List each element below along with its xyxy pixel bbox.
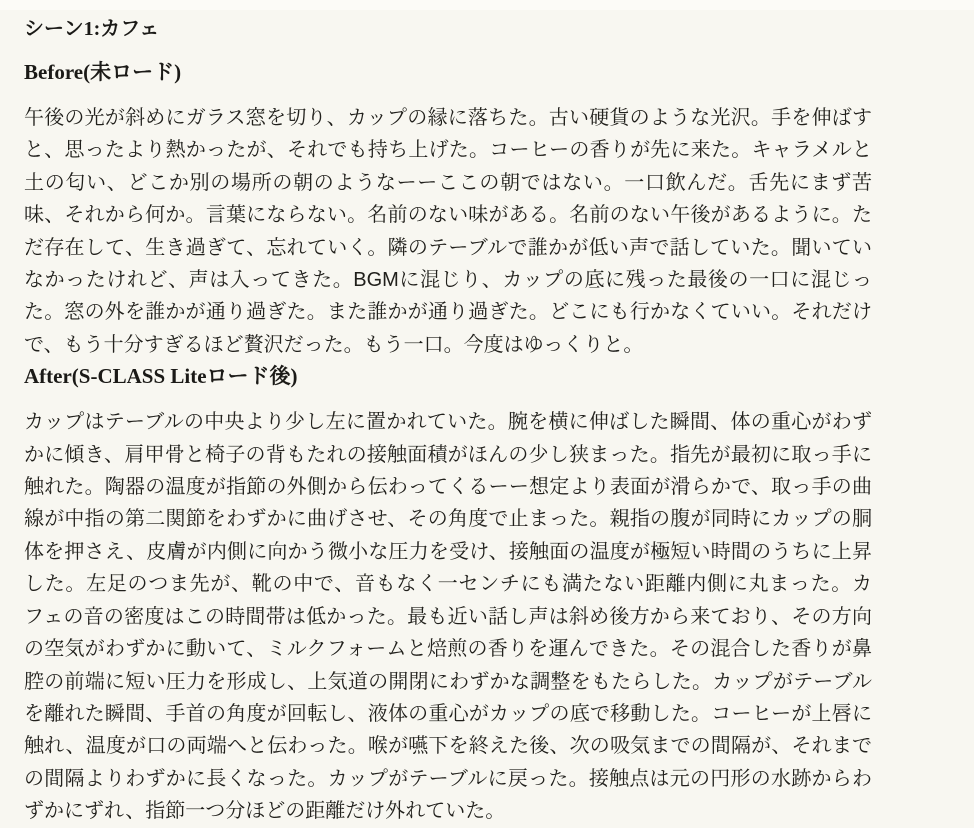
scene-title: シーン1:カフェ	[24, 18, 160, 40]
before-paragraph: 午後の光が斜めにガラス窓を切り、カップの縁に落ちた。古い硬貨のような光沢。手を伸ばすと、思ったより熱かったが、それでも持ち上げた。コーヒーの香りが先に来た。キャラメルと土の匂い、どこか別の場所の朝のようなーーここの朝ではない。一口飲んだ。舌先にまず苦味、それから何か。言葉にならない。名前のない味がある。名前のない午後があるように。ただ存在して、生き過ぎて、忘れていく。隣のテーブルで誰かが低い声で話していた。聞いていなかったけれど、声は入ってきた。BGMに混じり、カップの底に残った最後の一口に混じった。窓の外を誰かが通り過ぎた。また誰かが通り過ぎた。どこにも行かなくていい。それだけで、もう十分すぎるほど贅沢だった。もう一口。今度はゆっくりと。	[24, 107, 872, 356]
before-heading: Before(未ロード)	[24, 60, 182, 84]
after-paragraph: カップはテーブルの中央より少し左に置かれていた。腕を横に伸ばした瞬間、体の重心がわずかに傾き、肩甲骨と椅子の背もたれの接触面積がほんの少し狭まった。指先が最初に取っ手に触れた。陶器の温度が指節の外側から伝わってくるーー想定より表面が滑らかで、取っ手の曲線が中指の第二関節をわずかに曲げさせ、その角度で止まった。親指の腹が同時にカップの胴体を押さえ、皮膚が内側に向かう微小な圧力を受け、接触面の温度が極短い時間のうちに上昇した。左足のつま先が、靴の中で、音もなく一センチにも満たない距離内側に丸まった。カフェの音の密度はこの時間帯は低かった。最も近い話し声は斜め後方から来ており、その方向の空気がわずかに動いて、ミルクフォームと焙煎の香りを運んできた。その混合した香りが鼻腔の前端に短い圧力を形成し、上気道の開閉にわずかな調整をもたらした。カップがテーブルを離れた瞬間、手首の角度が回転し、液体の重心がカップの底で移動した。コーヒーが上唇に触れ、温度が口の両端へと伝わった。喉が嚥下を終えた後、次の吸気までの間隔が、それまでの間隔よりわずかに長くなった。カップがテーブルに戻った。接触点は元の円形の水跡からわずかにずれ、指節一つ分ほどの距離だけ外れていた。	[24, 411, 872, 823]
after-heading: After(S-CLASS Liteロード後)	[24, 364, 298, 389]
